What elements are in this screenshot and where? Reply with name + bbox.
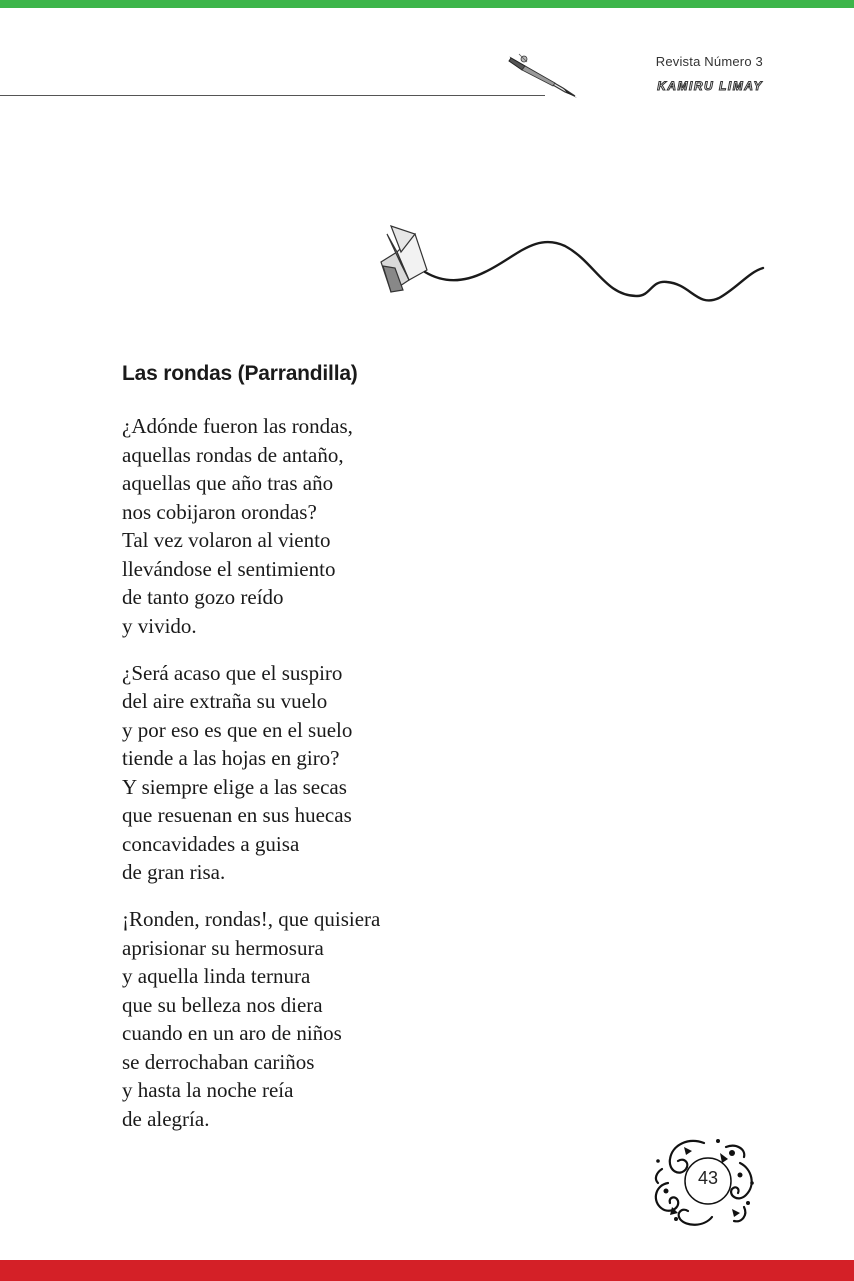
poem-line: ¡Ronden, rondas!, que quisiera [122, 907, 381, 931]
poem-line: y hasta la noche reía [122, 1078, 294, 1102]
bottom-red-bar [0, 1260, 854, 1281]
issue-label: Revista Número 3 [655, 54, 763, 69]
poem-title: Las rondas (Parrandilla) [122, 362, 358, 385]
poem-line: cuando en un aro de niños [122, 1021, 342, 1045]
header-rule [0, 95, 545, 96]
flying-book-icon [375, 222, 765, 307]
poem-line: tiende a las hojas en giro? [122, 746, 340, 770]
stanza-2 [122, 659, 542, 887]
poem-line: aprisionar su hermosura [122, 935, 324, 960]
poem-line: se derrochaban cariños [122, 1049, 315, 1074]
poem-line: llevándose el sentimiento [122, 556, 336, 581]
poem-line: nos cobijaron orondas? [122, 499, 317, 524]
poem-line: de gran risa. [122, 860, 226, 884]
poem-line: concavidades a guisa [122, 831, 300, 856]
magazine-logo: KAMIRU LIMAY [657, 79, 763, 93]
poem-line: aquellas rondas de antaño, [122, 442, 344, 467]
poem-line: que resuenan en sus huecas [122, 803, 352, 827]
stanza-3 [122, 905, 542, 1133]
poem-line: y vivido. [122, 613, 197, 638]
poem-line: y por eso es que en el suelo [122, 717, 353, 742]
poem-body [122, 412, 542, 1152]
page-number: 43 [697, 1168, 719, 1188]
poem-line: que su belleza nos diera [122, 992, 323, 1017]
poem-line: de alegría. [122, 1106, 210, 1131]
poem-line: y aquella linda ternura [122, 964, 311, 988]
poem-line: del aire extraña su vuelo [122, 689, 328, 713]
poem-line: aquellas que año tras año [122, 471, 334, 495]
stanza-1 [122, 412, 542, 640]
poem-line: Tal vez volaron al viento [122, 528, 331, 552]
fountain-pen-icon [505, 52, 580, 100]
top-green-bar [0, 0, 854, 8]
poem-line: de tanto gozo reído [122, 585, 284, 609]
poem-line: ¿Será acaso que el suspiro [122, 660, 343, 685]
poem-line: Y siempre elige a las secas [122, 774, 347, 799]
poem-line: ¿Adónde fueron las rondas, [122, 414, 353, 438]
